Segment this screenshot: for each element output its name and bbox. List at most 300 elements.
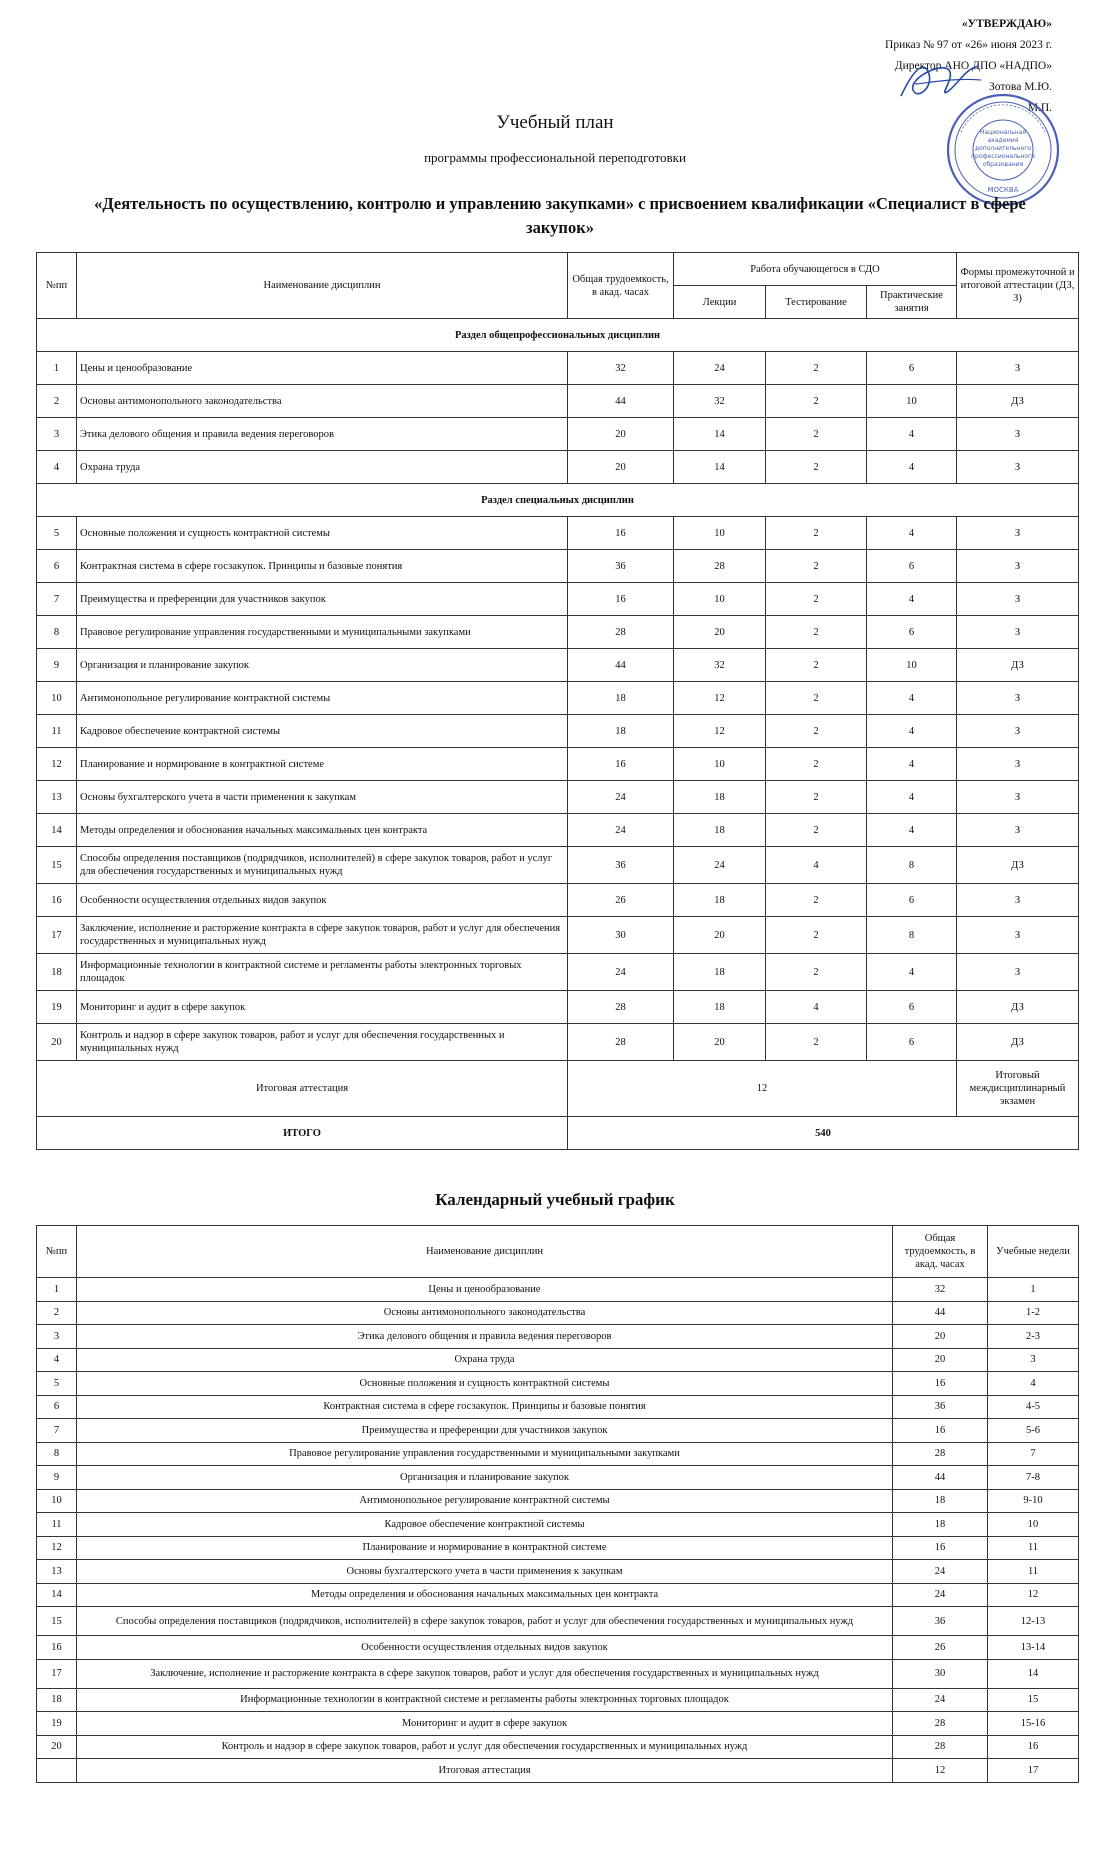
practice-hours: 10 xyxy=(867,385,957,418)
table-row xyxy=(37,1712,1079,1736)
discipline-name: Основы антимонопольного законодательства xyxy=(77,385,568,418)
discipline-name: Способы определения поставщиков (подрядчиков, исполнителей) в сфере закупок товаров, работ и услуг для обеспечения государственных и муниципальных нужд xyxy=(77,1607,893,1636)
discipline-name: Организация и планирование закупок xyxy=(77,649,568,682)
col-header-name: Наименование дисциплин xyxy=(77,253,568,319)
col-header-lectures: Лекции xyxy=(674,286,766,319)
total-hours: 26 xyxy=(893,1636,988,1660)
table-row xyxy=(37,616,1079,649)
testing-hours: 2 xyxy=(766,385,867,418)
schedule-table xyxy=(36,1225,1079,1783)
table-row xyxy=(37,1372,1079,1396)
study-weeks: 12 xyxy=(988,1583,1079,1607)
row-number: 14 xyxy=(37,814,77,847)
total-hours: 540 xyxy=(568,1117,1079,1150)
practice-hours: 6 xyxy=(867,550,957,583)
table-row xyxy=(37,550,1079,583)
total-label: ИТОГО xyxy=(37,1117,568,1150)
total-hours: 18 xyxy=(893,1513,988,1537)
row-number: 7 xyxy=(37,583,77,616)
svg-text:академия: академия xyxy=(987,137,1019,144)
practice-hours: 6 xyxy=(867,884,957,917)
total-hours: 20 xyxy=(568,418,674,451)
col-header-practice: Практические занятия xyxy=(867,286,957,319)
approval-name: Зотова М.Ю. xyxy=(988,81,1052,93)
testing-hours: 2 xyxy=(766,715,867,748)
testing-hours: 2 xyxy=(766,781,867,814)
col-header-work: Работа обучающегося в СДО xyxy=(674,253,957,286)
discipline-name: Особенности осуществления отдельных видов закупок xyxy=(77,1636,893,1660)
lecture-hours: 18 xyxy=(674,814,766,847)
row-number: 9 xyxy=(37,1466,77,1490)
discipline-name: Мониторинг и аудит в сфере закупок xyxy=(77,1712,893,1736)
lecture-hours: 20 xyxy=(674,1024,766,1061)
discipline-name: Информационные технологии в контрактной системе и регламенты работы электронных торговых площадок xyxy=(77,954,568,991)
total-hours: 16 xyxy=(568,583,674,616)
total-hours: 36 xyxy=(568,550,674,583)
final-weeks: 17 xyxy=(988,1759,1079,1783)
lecture-hours: 24 xyxy=(674,847,766,884)
total-hours: 44 xyxy=(568,649,674,682)
row-number: 12 xyxy=(37,1536,77,1560)
attestation-form: З xyxy=(957,715,1079,748)
practice-hours: 6 xyxy=(867,352,957,385)
lecture-hours: 14 xyxy=(674,451,766,484)
row-number: 19 xyxy=(37,991,77,1024)
approval-mp: М.П. xyxy=(1027,102,1052,114)
svg-text:дополнительного: дополнительного xyxy=(974,145,1032,152)
discipline-name: Этика делового общения и правила ведения переговоров xyxy=(77,418,568,451)
discipline-name: Контрактная система в сфере госзакупок. Принципы и базовые понятия xyxy=(77,550,568,583)
total-hours: 28 xyxy=(568,1024,674,1061)
attestation-form: З xyxy=(957,954,1079,991)
study-weeks: 15 xyxy=(988,1688,1079,1712)
practice-hours: 4 xyxy=(867,748,957,781)
table-row xyxy=(37,1348,1079,1372)
table-row xyxy=(37,954,1079,991)
section-label: Раздел общепрофессиональных дисциплин xyxy=(37,319,1079,352)
table-row xyxy=(37,1325,1079,1349)
lecture-hours: 18 xyxy=(674,781,766,814)
discipline-name: Контрактная система в сфере госзакупок. Принципы и базовые понятия xyxy=(77,1395,893,1419)
discipline-name: Методы определения и обоснования начальных максимальных цен контракта xyxy=(77,814,568,847)
discipline-name: Правовое регулирование управления государственными и муниципальными закупками xyxy=(77,616,568,649)
table-row xyxy=(37,781,1079,814)
row-number: 14 xyxy=(37,1583,77,1607)
table-row xyxy=(37,1395,1079,1419)
study-weeks: 15-16 xyxy=(988,1712,1079,1736)
table-row xyxy=(37,385,1079,418)
attestation-form: З xyxy=(957,550,1079,583)
lecture-hours: 12 xyxy=(674,682,766,715)
study-weeks: 1 xyxy=(988,1278,1079,1302)
col-header-weeks: Учебные недели xyxy=(988,1226,1079,1278)
table-row xyxy=(37,352,1079,385)
row-number: 1 xyxy=(37,352,77,385)
total-hours: 24 xyxy=(568,781,674,814)
section-general xyxy=(37,319,1079,352)
study-weeks: 12-13 xyxy=(988,1607,1079,1636)
discipline-name: Планирование и нормирование в контрактной системе xyxy=(77,748,568,781)
testing-hours: 2 xyxy=(766,1024,867,1061)
svg-text:Национальная: Национальная xyxy=(979,129,1027,136)
discipline-name: Антимонопольное регулирование контрактной системы xyxy=(77,682,568,715)
lecture-hours: 20 xyxy=(674,917,766,954)
testing-hours: 2 xyxy=(766,418,867,451)
testing-hours: 2 xyxy=(766,682,867,715)
lecture-hours: 10 xyxy=(674,517,766,550)
attestation-form: ДЗ xyxy=(957,1024,1079,1061)
lecture-hours: 28 xyxy=(674,550,766,583)
total-hours: 20 xyxy=(893,1348,988,1372)
study-weeks: 14 xyxy=(988,1659,1079,1688)
study-weeks: 7-8 xyxy=(988,1466,1079,1490)
table-row xyxy=(37,1419,1079,1443)
row-number: 1 xyxy=(37,1278,77,1302)
table-row xyxy=(37,1583,1079,1607)
col-header-forms: Формы промежуточной и итоговой аттестации (ДЗ, З) xyxy=(957,253,1079,319)
final-label: Итоговая аттестация xyxy=(77,1759,893,1783)
discipline-name: Кадровое обеспечение контрактной системы xyxy=(77,715,568,748)
row-number: 4 xyxy=(37,1348,77,1372)
final-hours: 12 xyxy=(893,1759,988,1783)
discipline-name: Охрана труда xyxy=(77,1348,893,1372)
table-row xyxy=(37,1024,1079,1061)
discipline-name: Контроль и надзор в сфере закупок товаров, работ и услуг для обеспечения государственных и муниципальных нужд xyxy=(77,1735,893,1759)
col-header-num: №пп xyxy=(37,1226,77,1278)
testing-hours: 4 xyxy=(766,991,867,1024)
approval-heading: «УТВЕРЖДАЮ» xyxy=(961,18,1052,30)
discipline-name: Заключение, исполнение и расторжение контракта в сфере закупок товаров, работ и услуг для обеспечения государственных и муниципальных нужд xyxy=(77,1659,893,1688)
approval-order: Приказ № 97 от «26» июня 2023 г. xyxy=(885,39,1052,51)
study-weeks: 2-3 xyxy=(988,1325,1079,1349)
attestation-form: З xyxy=(957,616,1079,649)
practice-hours: 4 xyxy=(867,418,957,451)
row-number: 20 xyxy=(37,1735,77,1759)
total-hours: 18 xyxy=(568,682,674,715)
discipline-name: Способы определения поставщиков (подрядчиков, исполнителей) в сфере закупок товаров, работ и услуг для обеспечения государственных и муниципальных нужд xyxy=(77,847,568,884)
row-number: 17 xyxy=(37,917,77,954)
testing-hours: 2 xyxy=(766,884,867,917)
practice-hours: 4 xyxy=(867,715,957,748)
total-hours: 44 xyxy=(893,1466,988,1490)
row-number: 8 xyxy=(37,1442,77,1466)
svg-text:МОСКВА: МОСКВА xyxy=(987,186,1019,194)
testing-hours: 2 xyxy=(766,954,867,991)
testing-hours: 2 xyxy=(766,352,867,385)
study-weeks: 1-2 xyxy=(988,1301,1079,1325)
table-row xyxy=(37,1659,1079,1688)
row-number: 3 xyxy=(37,418,77,451)
table-row xyxy=(37,1278,1079,1302)
testing-hours: 2 xyxy=(766,814,867,847)
practice-hours: 8 xyxy=(867,847,957,884)
total-hours: 16 xyxy=(568,748,674,781)
attestation-form: З xyxy=(957,814,1079,847)
study-weeks: 4-5 xyxy=(988,1395,1079,1419)
testing-hours: 2 xyxy=(766,517,867,550)
table-row xyxy=(37,517,1079,550)
attestation-form: З xyxy=(957,917,1079,954)
table-row xyxy=(37,1442,1079,1466)
total-hours: 16 xyxy=(893,1536,988,1560)
final-hours: 12 xyxy=(568,1061,957,1117)
table-row xyxy=(37,1560,1079,1584)
study-weeks: 13-14 xyxy=(988,1636,1079,1660)
attestation-form: З xyxy=(957,583,1079,616)
discipline-name: Заключение, исполнение и расторжение контракта в сфере закупок товаров, работ и услуг для обеспечения государственных и муниципальных нужд xyxy=(77,917,568,954)
attestation-form: ДЗ xyxy=(957,649,1079,682)
total-hours: 28 xyxy=(893,1442,988,1466)
discipline-name: Контроль и надзор в сфере закупок товаров, работ и услуг для обеспечения государственных и муниципальных нужд xyxy=(77,1024,568,1061)
row-number: 18 xyxy=(37,954,77,991)
final-label: Итоговая аттестация xyxy=(37,1061,568,1117)
discipline-name: Основы антимонопольного законодательства xyxy=(77,1301,893,1325)
lecture-hours: 12 xyxy=(674,715,766,748)
page-subtitle: программы профессиональной переподготовки xyxy=(424,150,686,165)
discipline-name: Методы определения и обоснования начальных максимальных цен контракта xyxy=(77,1583,893,1607)
row-number: 20 xyxy=(37,1024,77,1061)
table-row xyxy=(37,847,1079,884)
discipline-name: Особенности осуществления отдельных видов закупок xyxy=(77,884,568,917)
table-row xyxy=(37,418,1079,451)
table-row xyxy=(37,1536,1079,1560)
total-hours: 26 xyxy=(568,884,674,917)
table-row xyxy=(37,1513,1079,1537)
section-special xyxy=(37,484,1079,517)
testing-hours: 2 xyxy=(766,583,867,616)
attestation-form: З xyxy=(957,352,1079,385)
study-weeks: 4 xyxy=(988,1372,1079,1396)
discipline-name: Планирование и нормирование в контрактной системе xyxy=(77,1536,893,1560)
total-hours: 36 xyxy=(893,1395,988,1419)
svg-text:образования: образования xyxy=(982,161,1024,168)
col-header-testing: Тестирование xyxy=(766,286,867,319)
row-number xyxy=(37,1759,77,1783)
practice-hours: 4 xyxy=(867,954,957,991)
study-weeks: 7 xyxy=(988,1442,1079,1466)
lecture-hours: 18 xyxy=(674,884,766,917)
table-row xyxy=(37,1489,1079,1513)
testing-hours: 4 xyxy=(766,847,867,884)
attestation-form: З xyxy=(957,781,1079,814)
table-row xyxy=(37,814,1079,847)
total-hours: 36 xyxy=(568,847,674,884)
lecture-hours: 10 xyxy=(674,583,766,616)
total-hours: 24 xyxy=(893,1583,988,1607)
discipline-name: Охрана труда xyxy=(77,451,568,484)
practice-hours: 6 xyxy=(867,1024,957,1061)
discipline-name: Преимущества и преференции для участников закупок xyxy=(77,1419,893,1443)
total-hours: 24 xyxy=(568,814,674,847)
testing-hours: 2 xyxy=(766,649,867,682)
testing-hours: 2 xyxy=(766,451,867,484)
lecture-hours: 18 xyxy=(674,954,766,991)
total-hours: 32 xyxy=(893,1278,988,1302)
discipline-name: Кадровое обеспечение контрактной системы xyxy=(77,1513,893,1537)
row-number: 16 xyxy=(37,1636,77,1660)
total-hours: 30 xyxy=(568,917,674,954)
total-hours: 24 xyxy=(893,1688,988,1712)
total-hours: 32 xyxy=(568,352,674,385)
practice-hours: 6 xyxy=(867,616,957,649)
table-row xyxy=(37,715,1079,748)
row-number: 11 xyxy=(37,715,77,748)
practice-hours: 10 xyxy=(867,649,957,682)
table-row xyxy=(37,1466,1079,1490)
testing-hours: 2 xyxy=(766,550,867,583)
discipline-name: Цены и ценообразование xyxy=(77,1278,893,1302)
lecture-hours: 14 xyxy=(674,418,766,451)
total-hours: 24 xyxy=(893,1560,988,1584)
practice-hours: 4 xyxy=(867,814,957,847)
program-title: «Деятельность по осуществлению, контролю и управлению закупками» с присвоением квалификации «Специалист в сфере закупок» xyxy=(94,194,1026,237)
row-number: 17 xyxy=(37,1659,77,1688)
practice-hours: 4 xyxy=(867,451,957,484)
discipline-name: Организация и планирование закупок xyxy=(77,1466,893,1490)
lecture-hours: 10 xyxy=(674,748,766,781)
total-hours: 44 xyxy=(893,1301,988,1325)
table-row xyxy=(37,1636,1079,1660)
testing-hours: 2 xyxy=(766,748,867,781)
row-number: 5 xyxy=(37,1372,77,1396)
total-hours: 24 xyxy=(568,954,674,991)
total-row xyxy=(37,1117,1079,1150)
total-hours: 44 xyxy=(568,385,674,418)
discipline-name: Основные положения и сущность контрактной системы xyxy=(77,517,568,550)
study-weeks: 10 xyxy=(988,1513,1079,1537)
discipline-name: Правовое регулирование управления государственными и муниципальными закупками xyxy=(77,1442,893,1466)
lecture-hours: 24 xyxy=(674,352,766,385)
attestation-form: З xyxy=(957,451,1079,484)
total-hours: 36 xyxy=(893,1607,988,1636)
total-hours: 28 xyxy=(568,991,674,1024)
discipline-name: Мониторинг и аудит в сфере закупок xyxy=(77,991,568,1024)
study-weeks: 9-10 xyxy=(988,1489,1079,1513)
discipline-name: Основы бухгалтерского учета в части применения к закупкам xyxy=(77,781,568,814)
row-number: 10 xyxy=(37,682,77,715)
final-attestation-row xyxy=(37,1061,1079,1117)
row-number: 4 xyxy=(37,451,77,484)
table-row xyxy=(37,649,1079,682)
discipline-name: Этика делового общения и правила ведения переговоров xyxy=(77,1325,893,1349)
discipline-name: Основы бухгалтерского учета в части применения к закупкам xyxy=(77,1560,893,1584)
row-number: 11 xyxy=(37,1513,77,1537)
total-hours: 16 xyxy=(568,517,674,550)
row-number: 2 xyxy=(37,385,77,418)
row-number: 8 xyxy=(37,616,77,649)
total-hours: 20 xyxy=(893,1325,988,1349)
row-number: 5 xyxy=(37,517,77,550)
total-hours: 28 xyxy=(893,1712,988,1736)
row-number: 6 xyxy=(37,550,77,583)
table-row xyxy=(37,917,1079,954)
discipline-name: Антимонопольное регулирование контрактной системы xyxy=(77,1489,893,1513)
study-weeks: 11 xyxy=(988,1560,1079,1584)
row-number: 3 xyxy=(37,1325,77,1349)
table-row xyxy=(37,884,1079,917)
total-hours: 16 xyxy=(893,1419,988,1443)
table-row xyxy=(37,1607,1079,1636)
lecture-hours: 18 xyxy=(674,991,766,1024)
row-number: 10 xyxy=(37,1489,77,1513)
study-weeks: 16 xyxy=(988,1735,1079,1759)
table-row xyxy=(37,583,1079,616)
total-hours: 28 xyxy=(568,616,674,649)
practice-hours: 4 xyxy=(867,682,957,715)
discipline-name: Основные положения и сущность контрактной системы xyxy=(77,1372,893,1396)
table-row xyxy=(37,682,1079,715)
discipline-name: Информационные технологии в контрактной системе и регламенты работы электронных торговых площадок xyxy=(77,1688,893,1712)
total-hours: 28 xyxy=(893,1735,988,1759)
total-hours: 30 xyxy=(893,1659,988,1688)
practice-hours: 8 xyxy=(867,917,957,954)
attestation-form: З xyxy=(957,682,1079,715)
row-number: 15 xyxy=(37,847,77,884)
row-number: 13 xyxy=(37,781,77,814)
table-row xyxy=(37,1301,1079,1325)
attestation-form: З xyxy=(957,418,1079,451)
practice-hours: 4 xyxy=(867,583,957,616)
attestation-form: ДЗ xyxy=(957,847,1079,884)
row-number: 12 xyxy=(37,748,77,781)
curriculum-table xyxy=(36,252,1079,1150)
attestation-form: З xyxy=(957,884,1079,917)
practice-hours: 4 xyxy=(867,517,957,550)
final-attestation-row xyxy=(37,1759,1079,1783)
study-weeks: 11 xyxy=(988,1536,1079,1560)
final-form: Итоговый междисциплинарный экзамен xyxy=(957,1061,1079,1117)
col-header-total: Общая трудоемкость, в акад. часах xyxy=(568,253,674,319)
total-hours: 18 xyxy=(893,1489,988,1513)
row-number: 19 xyxy=(37,1712,77,1736)
row-number: 15 xyxy=(37,1607,77,1636)
page-title: Учебный план xyxy=(496,112,614,133)
lecture-hours: 20 xyxy=(674,616,766,649)
svg-text:профессионального: профессионального xyxy=(971,153,1035,160)
lecture-hours: 32 xyxy=(674,649,766,682)
section-label: Раздел специальных дисциплин xyxy=(37,484,1079,517)
table-row xyxy=(37,991,1079,1024)
col-header-name: Наименование дисциплин xyxy=(77,1226,893,1278)
discipline-name: Цены и ценообразование xyxy=(77,352,568,385)
row-number: 13 xyxy=(37,1560,77,1584)
practice-hours: 6 xyxy=(867,991,957,1024)
table-row xyxy=(37,1688,1079,1712)
row-number: 2 xyxy=(37,1301,77,1325)
total-hours: 16 xyxy=(893,1372,988,1396)
testing-hours: 2 xyxy=(766,616,867,649)
row-number: 16 xyxy=(37,884,77,917)
col-header-total: Общая трудоемкость, в акад. часах xyxy=(893,1226,988,1278)
attestation-form: З xyxy=(957,748,1079,781)
lecture-hours: 32 xyxy=(674,385,766,418)
attestation-form: ДЗ xyxy=(957,991,1079,1024)
row-number: 18 xyxy=(37,1688,77,1712)
approval-director: Директор АНО ДПО «НАДПО» xyxy=(894,60,1052,72)
testing-hours: 2 xyxy=(766,917,867,954)
col-header-num: №пп xyxy=(37,253,77,319)
table-row xyxy=(37,451,1079,484)
attestation-form: З xyxy=(957,517,1079,550)
study-weeks: 5-6 xyxy=(988,1419,1079,1443)
table-row xyxy=(37,748,1079,781)
total-hours: 20 xyxy=(568,451,674,484)
study-weeks: 3 xyxy=(988,1348,1079,1372)
row-number: 6 xyxy=(37,1395,77,1419)
total-hours: 18 xyxy=(568,715,674,748)
discipline-name: Преимущества и преференции для участников закупок xyxy=(77,583,568,616)
row-number: 9 xyxy=(37,649,77,682)
